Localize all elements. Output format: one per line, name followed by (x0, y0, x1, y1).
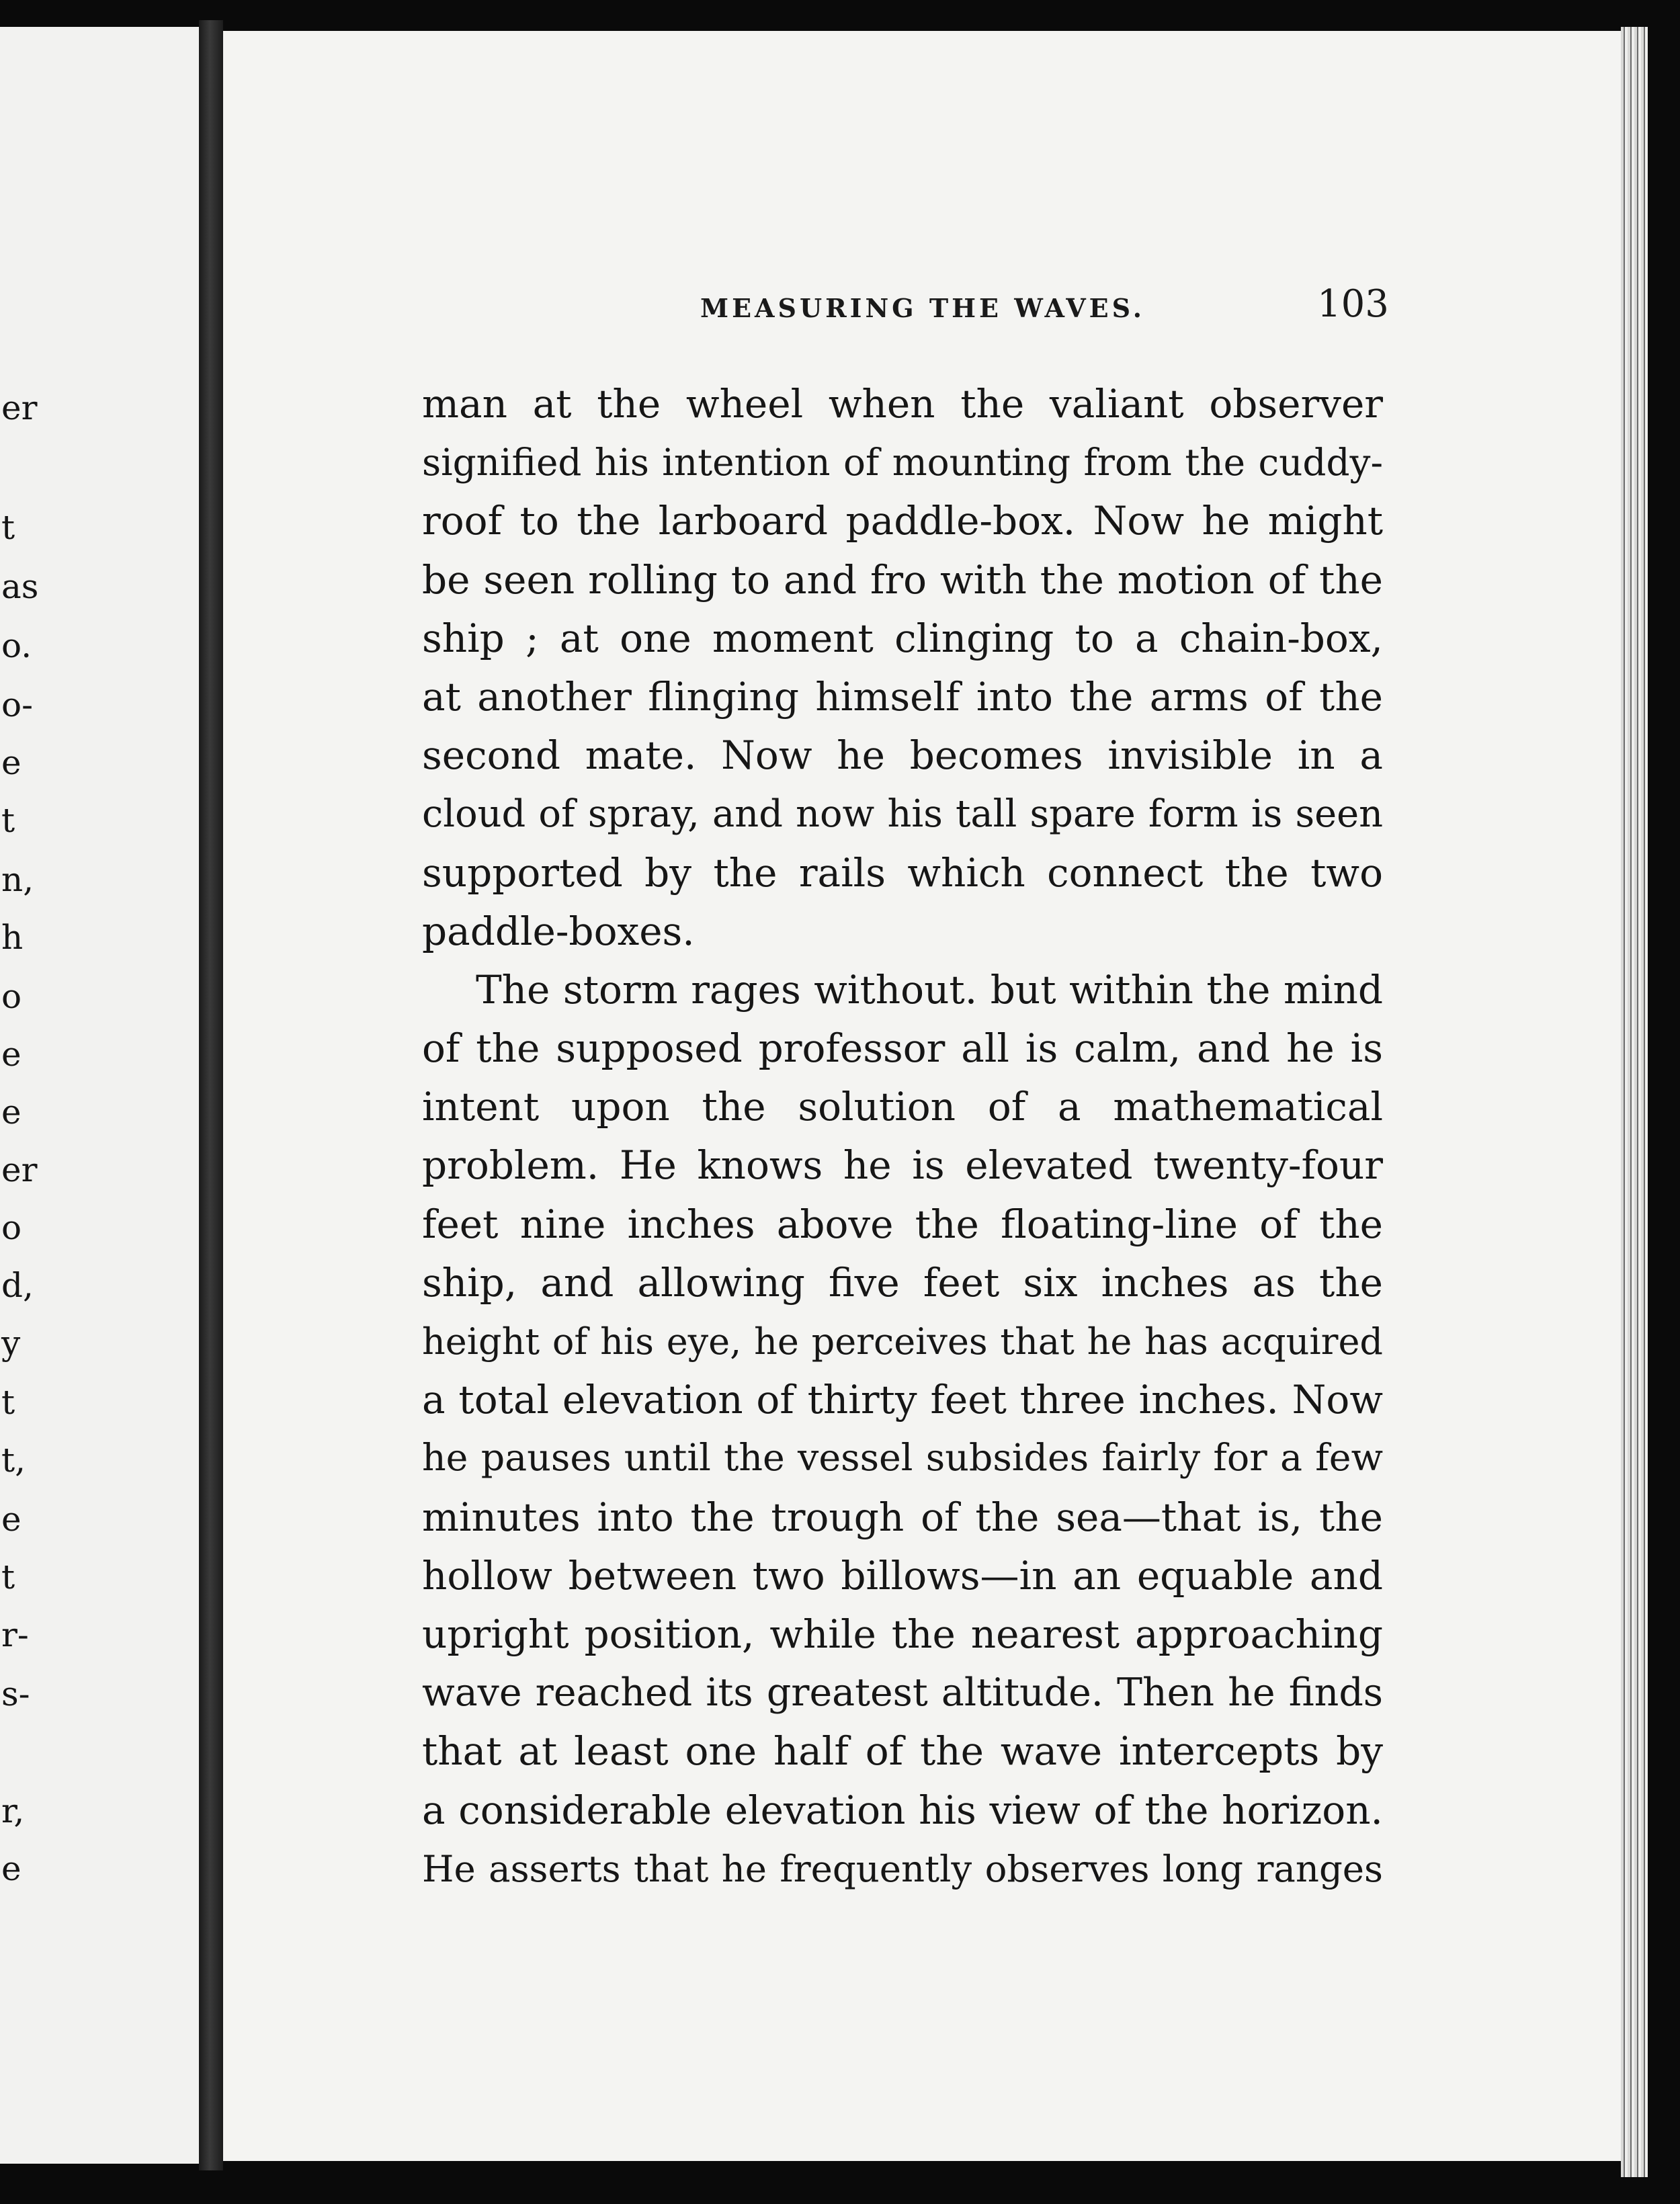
text-line: minutes into the trough of the sea—that is, the (422, 1494, 1383, 1540)
text-line: at another flinging himself into the arms of the (422, 673, 1383, 720)
text-line: problem. He knows he is elevated twenty-four (422, 1142, 1383, 1189)
text-line: of the supposed professor all is calm, and he is (422, 1025, 1383, 1072)
left-page-fragment: o (1, 1208, 22, 1247)
text-line: he pauses until the vessel subsides fairly for a few (422, 1437, 1383, 1480)
page-edge (1621, 27, 1648, 2177)
text-line: be seen rolling to and fro with the motion of the (422, 556, 1383, 603)
book-gutter (199, 20, 223, 2170)
text-line: intent upon the solution of a mathematical (422, 1084, 1383, 1130)
body-text (422, 375, 1383, 1898)
text-line: height of his eye, he perceives that he has acquired (422, 1320, 1383, 1363)
left-page-fragment: t (1, 508, 15, 547)
paragraph-start-line: The storm rages without. but within the mind (476, 966, 1383, 1013)
left-page-fragment: t (1, 1383, 15, 1422)
page-number: 103 (1317, 282, 1389, 326)
text-line: man at the wheel when the valiant observer (422, 381, 1383, 427)
left-page-fragment: er (1, 1150, 38, 1189)
left-page-fragment: e (1, 743, 22, 782)
left-page-fragment: n, (1, 860, 34, 899)
left-page-fragment: y (1, 1324, 21, 1363)
left-page-fragment: e (1, 1035, 22, 1074)
text-line: a considerable elevation his view of the horizon. (422, 1787, 1383, 1833)
text-line: signified his intention of mounting from the cuddy- (422, 441, 1383, 484)
left-page-fragment: h (1, 918, 24, 957)
left-page-fragment: d, (1, 1266, 34, 1305)
text-line: feet nine inches above the floating-line of the (422, 1201, 1383, 1247)
left-page-fragment: e (1, 1093, 22, 1132)
text-line: hollow between two billows—in an equable and (422, 1552, 1383, 1599)
left-page-fragment: er (1, 388, 38, 427)
left-page-fragment: t, (1, 1441, 26, 1480)
left-page-fragment: s- (1, 1675, 30, 1713)
left-page-fragment: e (1, 1849, 22, 1888)
text-line: a total elevation of thirty feet three inches. Now (422, 1377, 1383, 1423)
text-line: He asserts that he frequently observes long ranges (422, 1847, 1383, 1890)
running-head: MEASURING THE WAVES. (700, 293, 1145, 323)
left-page (0, 27, 199, 2164)
left-page-fragment: t (1, 801, 15, 840)
left-page-fragment: r, (1, 1791, 25, 1830)
paragraph-end-line: paddle-boxes. (422, 908, 695, 954)
left-page-fragment: o (1, 977, 22, 1016)
left-page-fragment: o- (1, 685, 33, 724)
text-line: ship ; at one moment clinging to a chain-box, (422, 615, 1383, 661)
text-line: wave reached its greatest altitude. Then he finds (422, 1670, 1383, 1715)
text-line: upright position, while the nearest approaching (422, 1611, 1383, 1657)
left-page-fragment: t (1, 1558, 15, 1597)
text-line: second mate. Now he becomes invisible in a (422, 732, 1383, 779)
left-page-fragment: e (1, 1500, 22, 1539)
text-line: cloud of spray, and now his tall spare form is seen (422, 792, 1383, 837)
left-page-fragment: r- (1, 1615, 29, 1654)
left-page-fragment: as (1, 567, 39, 606)
text-line: that at least one half of the wave intercepts by (422, 1728, 1383, 1775)
text-line: roof to the larboard paddle-box. Now he might (422, 498, 1383, 544)
text-line: supported by the rails which connect the two (422, 849, 1383, 896)
left-page-fragment: o. (1, 626, 32, 665)
text-line: ship, and allowing five feet six inches as the (422, 1259, 1383, 1306)
